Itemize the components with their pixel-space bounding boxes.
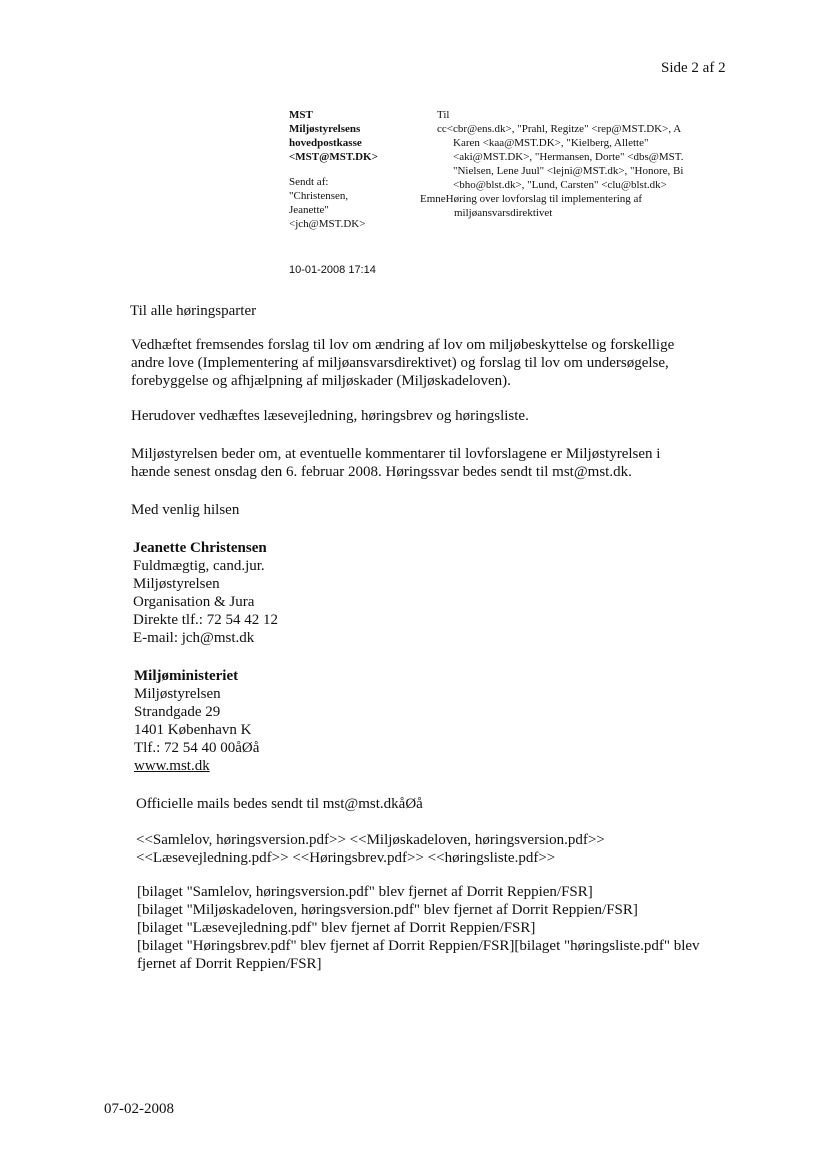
sent-by-label: Sendt af:	[289, 176, 329, 188]
sent-datetime: 10-01-2008 17:14	[289, 264, 376, 276]
signature-block	[133, 539, 278, 647]
closing: Med venlig hilsen	[131, 502, 240, 518]
paragraph-line: forebyggelse og afhjælpning af miljøskader (Miljøskadeloven).	[131, 373, 511, 389]
mailbox-line1: Miljøstyrelsens	[289, 123, 361, 135]
ministry-agency: Miljøstyrelsen	[134, 686, 221, 702]
sent-by-name2: Jeanette"	[289, 204, 329, 216]
mailbox-address: <MST@MST.DK>	[289, 151, 378, 163]
attachments-list	[136, 831, 605, 867]
recipients-block	[420, 108, 825, 220]
subject-line1: EmneHøring over lovforslag til implementering af	[420, 193, 643, 205]
removed-attachments-notes	[137, 883, 700, 973]
mailbox-line2: hovedpostkasse	[289, 137, 362, 149]
cc-line4: "Nielsen, Lene Juul" <lejni@MST.dk>, "Honore, Bi	[453, 165, 684, 177]
signature-title: Fuldmægtig, cand.jur.	[133, 558, 265, 574]
subject-line2: miljøansvarsdirektivet	[454, 207, 553, 219]
removed-note: [bilaget "Miljøskadeloven, høringsversion.pdf" blev fjernet af Dorrit Reppien/FSR]	[137, 902, 638, 918]
paragraph-line: andre love (Implementering af miljøansvarsdirektivet) og forslag til lov om undersøgelse,	[131, 355, 669, 371]
cc-line2: Karen <kaa@MST.DK>, "Kielberg, Allette"	[453, 137, 649, 149]
cc-line3: <aki@MST.DK>, "Hermansen, Dorte" <dbs@MST.	[453, 151, 684, 163]
attachment-line: <<Læsevejledning.pdf>> <<Høringsbrev.pdf>> <<høringsliste.pdf>>	[136, 850, 556, 866]
removed-note: [bilaget "Samlelov, høringsversion.pdf" blev fjernet af Dorrit Reppien/FSR]	[137, 884, 593, 900]
ministry-name: Miljøministeriet	[134, 668, 239, 684]
page-number: Side 2 af 2	[661, 60, 726, 76]
to-label: Til	[437, 109, 450, 121]
ministry-street: Strandgade 29	[134, 704, 221, 720]
paragraph-deadline	[131, 445, 660, 481]
ministry-city: 1401 København K	[134, 722, 252, 738]
paragraph-line: Vedhæftet fremsendes forslag til lov om ændring af lov om miljøbeskyttelse og forskellige	[131, 337, 675, 353]
signature-org: Miljøstyrelsen	[133, 576, 220, 592]
sender-org: MST	[289, 109, 313, 121]
sent-by-name1: "Christensen,	[289, 190, 349, 202]
sender-block	[289, 108, 378, 231]
official-mail-note: Officielle mails bedes sendt til mst@mst.dkåØå	[136, 796, 423, 812]
signature-email: E-mail: jch@mst.dk	[133, 630, 255, 646]
cc-line5: <bho@blst.dk>, "Lund, Carsten" <clu@blst.dk>	[453, 179, 667, 191]
paragraph-intro	[131, 336, 674, 390]
removed-note: [bilaget "Læsevejledning.pdf" blev fjernet af Dorrit Reppien/FSR]	[137, 920, 536, 936]
paragraph-line: Miljøstyrelsen beder om, at eventuelle kommentarer til lovforslagene er Miljøstyrelsen i	[131, 446, 661, 462]
removed-note: fjernet af Dorrit Reppien/FSR]	[137, 956, 322, 972]
paragraph-attachments: Herudover vedhæftes læsevejledning, høringsbrev og høringsliste.	[131, 408, 529, 424]
signature-name: Jeanette Christensen	[133, 540, 267, 556]
sent-by-email: <jch@MST.DK>	[289, 218, 366, 230]
removed-note: [bilaget "Høringsbrev.pdf" blev fjernet af Dorrit Reppien/FSR][bilaget "høringsliste.pdf" blev	[137, 938, 700, 954]
ministry-website-link[interactable]: www.mst.dk	[134, 758, 210, 774]
cc-line1: cc<cbr@ens.dk>, "Prahl, Regitze" <rep@MST.DK>, A	[437, 123, 682, 135]
signature-phone: Direkte tlf.: 72 54 42 12	[133, 612, 278, 628]
ministry-phone: Tlf.: 72 54 40 00åØå	[134, 740, 260, 756]
footer-date: 07-02-2008	[104, 1101, 174, 1117]
paragraph-line: hænde senest onsdag den 6. februar 2008. Høringssvar bedes sendt til mst@mst.dk.	[131, 464, 632, 480]
signature-dept: Organisation & Jura	[133, 594, 255, 610]
ministry-block	[134, 667, 259, 775]
attachment-line: <<Samlelov, høringsversion.pdf>> <<Miljøskadeloven, høringsversion.pdf>>	[136, 832, 605, 848]
greeting: Til alle høringsparter	[130, 303, 257, 319]
